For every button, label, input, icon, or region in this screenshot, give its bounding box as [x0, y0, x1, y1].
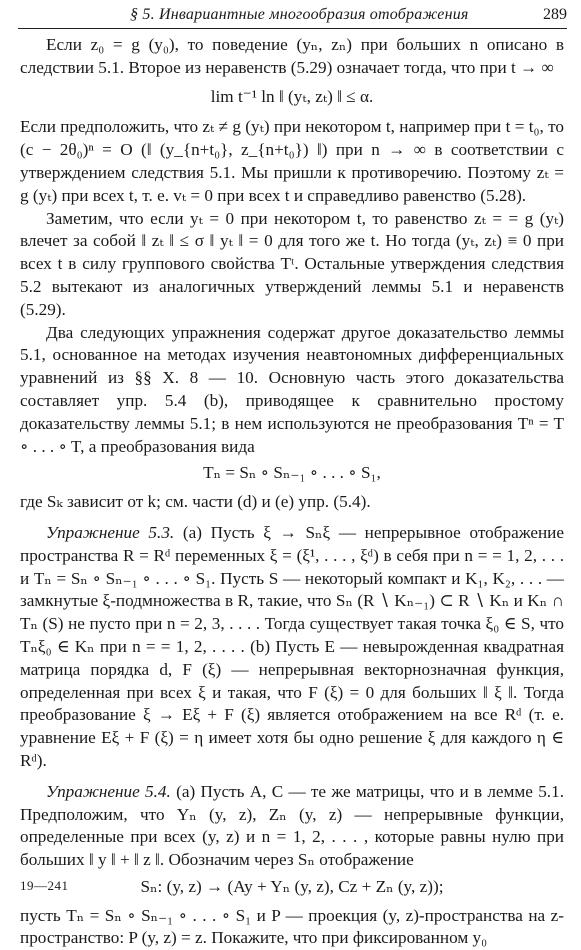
exercise-5-4: [20, 781, 564, 872]
exercise-5-3: [20, 522, 564, 773]
paragraph: Два следующих упражнения содержат другое доказательство леммы 5.1, основанное на методах изучения неавтономных дифференциальных уравнений из §§ X. 8 — 10. Основную часть этого доказательства составляет упр. 5.4 (b), приводящее к сравнительно простому доказательству леммы 5.1; в нем используются не преобразования Tⁿ = T ∘ . . . ∘ T, а преобразования вида: [20, 322, 564, 456]
display-equation: Sₙ: (y, z) → (Ay + Yₙ (y, z), Cz + Zₙ (y, z));: [140, 876, 444, 896]
exercise-title: Упражнение 5.4.: [46, 781, 171, 801]
spacer: [20, 773, 564, 781]
paragraph: Если z₀ = g (y₀), то поведение (yₙ, zₙ) при больших n описано в следствии 5.1. Второе из неравенств (5.29) означает тогда, что при t → ∞: [20, 35, 564, 77]
paragraph: где Sₖ зависит от k; см. части (d) и (e) упр. (5.4).: [20, 492, 371, 512]
running-head: § 5. Инвариантные многообразия отображения: [130, 6, 469, 23]
spacer: [20, 514, 564, 522]
paragraph: пусть Tₙ = Sₙ ∘ Sₙ₋₁ ∘ . . . ∘ S₁ и P — проекция (y, z)-пространства на z-пространство: P (y, z) = z. Покажите, что при фиксированном y₀: [20, 905, 564, 948]
page-body: [20, 34, 564, 950]
exercise-text: (a) Пусть A, C — те же матрицы, что и в лемме 5.1. Предположим, что Yₙ (y, z), Zₙ (y, z) — непрерывные функции, определенные при всех (y, z) и n = 1, 2, . . . , которые равны нулю при больших ‖ y ‖ + ‖ z ‖. Обозначим через Sₙ отображение: [20, 781, 564, 870]
paragraph: Если предположить, что zₜ ≠ g (yₜ) при некотором t, например при t = t₀, то (c − 2θ₀)ⁿ = O (‖ (y_{n+t₀}, z_{n+t₀}) ‖) при n → ∞ в соответствии с утверждением следствия 5.1. Мы пришли к противоречию. Поэтому zₜ = g (yₜ) при всех t, т. е. vₜ = 0 при всех t и справедливо равенство (5.28).: [20, 117, 564, 205]
printer-signature: 19—241: [20, 878, 69, 893]
exercise-text: (a) Пусть ξ → Sₙξ — непрерывное отображение пространства R = Rᵈ переменных ξ = (ξ¹, . . . , ξᵈ) в себя при n = = 1, 2, . . . и Tₙ = Sₙ ∘ Sₙ₋₁ ∘ . . . ∘ S₁. Пусть S — некоторый компакт и K₁, K₂, . . . — замкнутые ξ-подмножества в R, такие, что Sₙ (R ∖ Kₙ₋₁) ⊂ R ∖ Kₙ и Kₙ ∩ Tₙ (S) не пусто при n = 2, 3, . . . . Тогда существует такая точка ξ₀ ∈ S, что Tₙξ₀ ∈ Kₙ при n = = 1, 2, . . . . (b) Пусть E — невырожденная квадратная матрица порядка d, F (ξ) — непрерывная векторнозначная функция, определенная при всех ξ и такая, что F (ξ) = 0 для больших ‖ ξ ‖. Тогда преобразование ξ → Eξ + F (ξ) является отображением на все Rᵈ (т. е. уравнение Eξ + F (ξ) = η имеет хотя бы одно решение ξ для каждого η ∈ Rᵈ).: [20, 522, 564, 770]
paragraph: Заметим, что если yₜ = 0 при некотором t, то равенство zₜ = = g (yₜ) влечет за собой ‖ zₜ ‖ ≤ σ ‖ yₜ ‖ = 0 для того же t. Но тогда (yₜ, zₜ) ≡ 0 при всех t в силу группового свойства Tᵗ. Остальные утверждения следствия 5.2 вытекают из аналогичных утверждений леммы 5.1 и неравенств (5.29).: [20, 208, 564, 319]
page-number: 289: [543, 6, 567, 23]
exercise-title: Упражнение 5.3.: [46, 522, 175, 542]
page-header: [18, 6, 567, 29]
display-equation: lim t⁻¹ ln ‖ (yₜ, zₜ) ‖ ≤ α.: [210, 86, 374, 106]
display-equation: Tₙ = Sₙ ∘ Sₙ₋₁ ∘ . . . ∘ S₁,: [203, 463, 381, 483]
